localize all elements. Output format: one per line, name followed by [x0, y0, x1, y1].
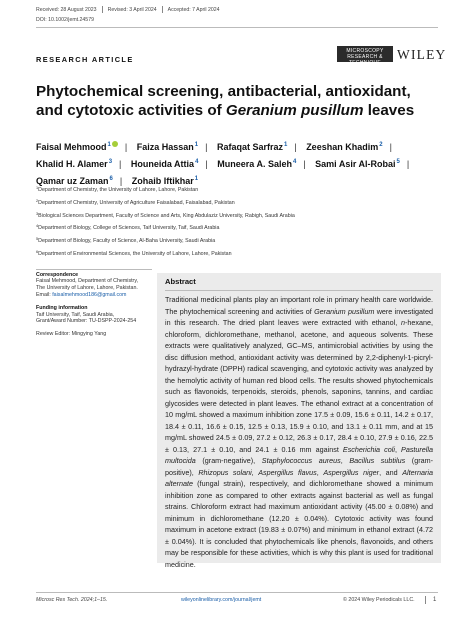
correspondence-heading: Correspondence	[36, 271, 79, 278]
affiliation-text: Department of Environmental Sciences, the University of Lahore, Lahore, Pakistan	[38, 250, 232, 257]
author-name: Sami Asir Al-Robai	[315, 159, 396, 169]
abstract-section	[157, 273, 441, 569]
affiliation	[36, 212, 295, 225]
author[interactable]	[306, 142, 382, 152]
divider	[102, 6, 103, 13]
journal-logo-line2: RESEARCH & TECHNIQUE	[347, 54, 383, 66]
journal-url-link[interactable]: wileyonlinelibrary.com/journal/jemt	[181, 597, 262, 603]
author-affiliation-mark: 1	[194, 142, 199, 148]
author-affiliation-mark: 1	[194, 176, 199, 182]
author-affiliation-mark: 4	[292, 159, 297, 165]
title-text: Phytochemical screening, antibacterial, antioxidant, and cytotoxic activities of	[36, 83, 411, 119]
author-list	[36, 138, 446, 189]
author-name: Faiza Hassan	[136, 142, 194, 152]
funding-line: Grant/Award Number: TU-DSPP-2024-254	[36, 318, 137, 325]
author-name: Houneida Attia	[130, 159, 195, 169]
author-separator: |	[389, 142, 392, 152]
affiliation	[36, 250, 295, 263]
received-date: Received: 28 August 2023	[36, 6, 97, 13]
funding-line: Taif University, Taif, Saudi Arabia,	[36, 311, 115, 318]
section-rule	[36, 269, 152, 270]
journal-citation: Microsc Res Tech. 2024;1–15.	[36, 597, 108, 603]
correspondence-line: The University of Lahore, Lahore, Pakistan.	[36, 285, 138, 292]
footer-divider	[425, 596, 426, 604]
article-title	[36, 82, 436, 120]
affiliation-text: Department of Biology, Faculty of Science, Al-Baha University, Saudi Arabia	[38, 238, 216, 245]
author-separator: |	[124, 142, 128, 152]
author[interactable]	[315, 159, 400, 169]
author-name: Muneera A. Saleh	[217, 159, 292, 169]
author-name: Zohaib Iftikhar	[131, 176, 194, 186]
review-editor: Review Editor: Mingying Yang	[36, 331, 107, 338]
affiliation	[36, 186, 295, 199]
author-affiliation-mark: 1	[107, 142, 111, 148]
journal-logo-line1: MICROSCOPY	[346, 48, 384, 54]
author-separator: |	[119, 159, 122, 169]
author[interactable]	[137, 142, 198, 152]
affiliation	[36, 199, 295, 212]
affiliation-number: 6	[36, 249, 39, 254]
author-affiliation-mark: 1	[283, 142, 288, 148]
orcid-icon[interactable]	[112, 141, 118, 147]
author[interactable]	[132, 176, 198, 186]
author[interactable]	[36, 142, 118, 152]
author-affiliation-mark: 4	[195, 159, 199, 165]
author-affiliation-mark: 3	[108, 159, 113, 165]
author-name: Rafaqat Sarfraz	[216, 142, 283, 152]
author-separator: |	[205, 159, 208, 169]
title-text-end: leaves	[363, 102, 415, 119]
correspondence-line: Faisal Mehmood, Department of Chemistry,	[36, 278, 139, 285]
header-rule	[36, 27, 438, 28]
title-species: Geranium pusillum	[225, 102, 364, 119]
funding-heading: Funding information	[36, 304, 88, 311]
abstract-heading: Abstract	[165, 277, 433, 291]
affiliation-text: Biological Sciences Department, Faculty of Science and Arts, King Abdulaziz University, Rabigh, Saudi Arabia	[38, 212, 295, 219]
affiliation-number: 3	[36, 211, 39, 216]
publisher-logo[interactable]: WILEY	[397, 47, 447, 62]
author-separator: |	[294, 142, 297, 152]
doi[interactable]: DOI: 10.1002/jemt.24579	[36, 17, 94, 23]
author[interactable]	[36, 159, 112, 169]
author[interactable]	[217, 159, 296, 169]
email-label: Email:	[36, 291, 53, 298]
affiliation	[36, 224, 295, 237]
revised-date: Revised: 3 April 2024	[107, 6, 157, 13]
author-affiliation-mark: 6	[109, 176, 113, 182]
author-separator: |	[303, 159, 306, 169]
affiliation-list	[36, 186, 295, 263]
accepted-date: Accepted: 7 April 2024	[167, 6, 220, 13]
author[interactable]	[131, 159, 199, 169]
affiliation-text: Department of Chemistry, the University of Lahore, Lahore, Pakistan	[38, 187, 199, 193]
abstract-text: Traditional medicinal plants play an important role in primary health care worldwide. The phytochemical screening and activities of Geranium pusillum were investigated in this research. The dried plant leaves were extracted with ethanol, n-hexane, chloroform, dichloromethane, methanol, acetone, and aqueous solvents. These extracts were qualitatively analyzed, GC–MS, antimicrobial activities by using the disc diffusion method, antioxidant activity was determined by 2,2-diphenyl-1-picryl-hydrazyl-hydrate (DPPH) radical scavenging, and cytotoxic activity was analyzed by the hemolytic activity of human red blood cells. The results showed phytochemicals such as flavonoids, terpenoids, steroids, phenols, saponins, tannins, and cardiac glycosides were detected in plant leaves. The ethanol extract at a concentration of 10 mg/mL showed a maximum inhibition zone 17.5 ± 0.09, 15.6 ± 0.11, 14.2 ± 0.17, 18.4 ± 0.11, 16.6 ± 0.15, 12.5 ± 0.13, 15.9 ± 0.10, and 13.1 ± 0.11 mm, and at 15 mg/mL showed 24.5 ± 0.09, 27.2 ± 0.12, 26.3 ± 0.17, 28.4 ± 0.10, 27.9 ± 0.16, 22.5 ± 0.13, 27.1 ± 0.10, and 24.1 ± 0.16 mm against Escherichia coli, Pasturella multocida (gram-negative), Staphylococcus aureus, Bacillus subtilus (gram-positive), Rhizopus solani, Aspergillus flavus, Aspergillus niger, and Alternaria alternate (fungal strain), respectively, and dichloromethane showed a minimum inhibition zone as compared to other extracts against bacterial as well as fungal strains. Chloroform extract had maximum antioxidant activity (45.00 ± 0.08%) and minimum in dichloromethane (12.20 ± 0.04%). Cytotoxic activity was found maximum in acetone extract (19.83 ± 0.07%) and minimum in ethanol extract (4.72 ± 0.04%). It is concluded that phytochemicals like phenols, flavonoids, and others may be responsible for these activities, which is why this plant is used for traditional medicine.	[165, 295, 433, 569]
footer-rule	[36, 592, 438, 593]
author-affiliation-mark: 5	[396, 159, 400, 165]
author-name: Khalid H. Alamer	[36, 159, 108, 169]
article-info-column	[36, 269, 152, 338]
author-name: Faisal Mehmood	[36, 142, 107, 152]
author-name: Zeeshan Khadim	[306, 142, 379, 152]
divider	[162, 6, 163, 13]
author[interactable]	[36, 176, 113, 186]
affiliation-text: Department of Biology, College of Sciences, Taif University, Taif, Saudi Arabia	[38, 225, 220, 232]
author[interactable]	[217, 142, 287, 152]
author-separator: |	[205, 142, 208, 152]
email-link[interactable]: faisalmehmood186@gmail.com	[52, 291, 127, 298]
affiliation-number: 5	[36, 237, 39, 242]
affiliation-number: 4	[36, 224, 39, 229]
author-affiliation-mark: 2	[379, 142, 383, 148]
journal-logo[interactable]	[337, 46, 393, 66]
affiliation-text: Department of Chemistry, University of Agriculture Faisalabad, Faisalabad, Pakistan	[38, 199, 235, 206]
article-type: RESEARCH ARTICLE	[36, 55, 134, 64]
copyright: © 2024 Wiley Periodicals LLC.	[343, 597, 415, 603]
author-separator: |	[406, 159, 410, 169]
correspondence-email-row	[36, 292, 152, 299]
affiliation-number: 2	[36, 198, 39, 203]
author-separator: |	[119, 176, 123, 186]
page-number: 1	[433, 597, 437, 603]
affiliation-number: 1	[36, 186, 39, 190]
author-name: Qamar uz Zaman	[36, 176, 109, 186]
article-dates	[36, 6, 220, 13]
affiliation	[36, 237, 295, 250]
